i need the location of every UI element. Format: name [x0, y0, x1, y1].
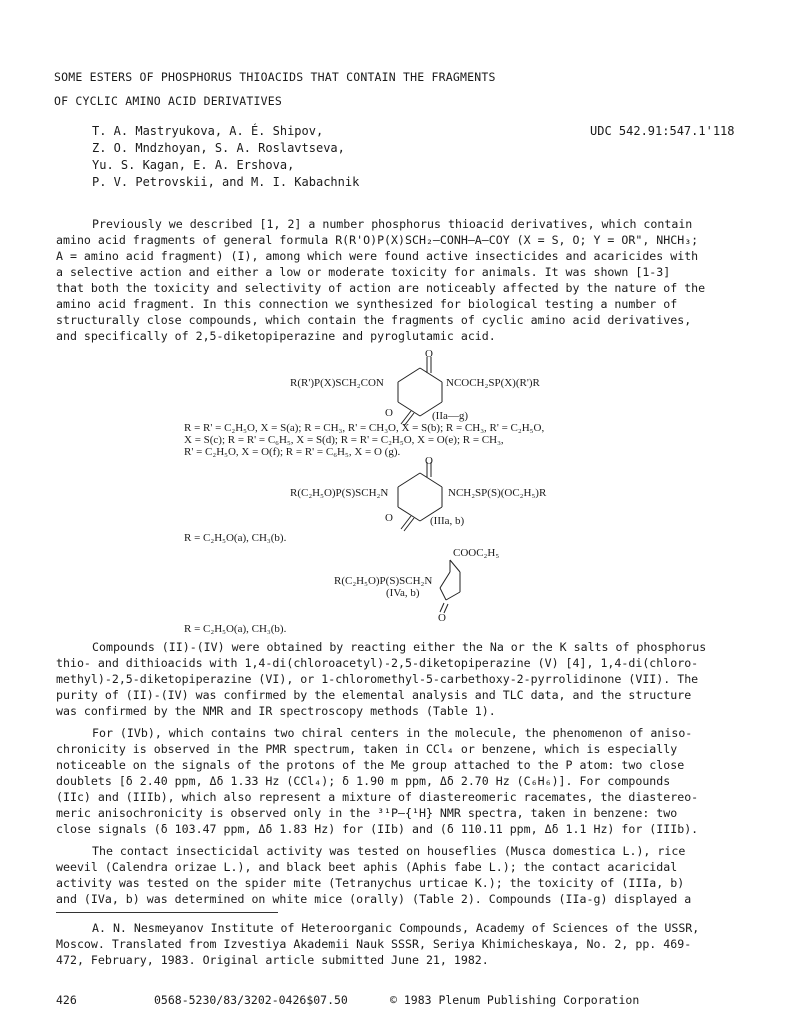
- text-line: a selective action and either a low or moderate toxicity for animals. It was shown [1-3]: [56, 265, 671, 279]
- text-line: (IIc) and (IIIb), which also represent a mixture of diastereomeric racemates, the diastereo-: [56, 790, 699, 804]
- substituent-definitions: R = C₂H₅O(a), CH₃(b).: [184, 532, 287, 544]
- text-line: The contact insecticidal activity was tested on houseflies (Musca domestica L.), rice: [92, 844, 686, 858]
- substituent-definitions: R' = C₂H₅O, X = O(f); R = R' = C₆H₅, X = O (g).: [184, 446, 401, 458]
- paper-title-line-1: SOME ESTERS OF PHOSPHORUS THIOACIDS THAT CONTAIN THE FRAGMENTS: [54, 70, 496, 84]
- footnote-divider: [56, 912, 278, 913]
- paper-title-line-2: OF CYCLIC AMINO ACID DERIVATIVES: [54, 94, 282, 108]
- text-line: structurally close compounds, which contain the fragments of cyclic amino acid derivatives,: [56, 313, 692, 327]
- text-line: A = amino acid fragment) (I), among which were found active insecticides and acaricides with: [56, 249, 699, 263]
- text-line: and (IVa, b) was determined on white mice (orally) (Table 2). Compounds (IIa-g) displayed a: [56, 892, 692, 906]
- text-line: doublets [δ 2.40 ppm, Δδ 1.33 Hz (CCl₄); δ 1.90 m ppm, Δδ 2.70 Hz (C₆H₆)]. For compounds: [56, 774, 671, 788]
- pyrrolidinone-ring-IV: [440, 560, 460, 613]
- structure-left-group: R(R')P(X)SCH₂CON: [290, 377, 384, 389]
- footnote-line: Moscow. Translated from Izvestiya Akademii Nauk SSSR, Seriya Khimicheskaya, No. 2, pp. 469-: [56, 937, 692, 951]
- text-line: meric anisochronicity is observed only in the ³¹P—{¹H} NMR spectra, taken in benzene: two: [56, 806, 678, 820]
- text-line: purity of (II)-(IV) was confirmed by the elemental analysis and TLC data, and the structure: [56, 688, 692, 702]
- author-line-4: P. V. Petrovskii, and M. I. Kabachnik: [92, 175, 360, 189]
- structure-left-group: R(C₂H₅O)P(S)SCH₂N: [334, 575, 433, 587]
- carbonyl-oxygen-top: O: [425, 348, 433, 360]
- text-line: weevil (Calendra orizae L.), and black beet aphis (Aphis fabe L.); the contact acaricidal: [56, 860, 678, 874]
- substituent-definitions: R = R' = C₂H₅O, X = S(a); R = CH₃, R' = CH₃O, X = S(b); R = CH₃, R' = C₂H₅O,: [184, 422, 545, 434]
- author-line-2: Z. O. Mndzhoyan, S. A. Roslavtseva,: [92, 141, 345, 155]
- text-line: chronicity is observed in the PMR spectrum, taken in CCl₄ or benzene, which is especially: [56, 742, 678, 756]
- structure-label: (IIIa, b): [430, 515, 465, 527]
- text-line: was confirmed by the NMR and IR spectroscopy methods (Table 1).: [56, 704, 496, 718]
- text-line: amino acid fragments of general formula R(R'O)P(X)SCH₂—CONH—A—COY (X = S, O; Y = OR", NHCH₃;: [56, 233, 699, 247]
- substituent-definitions: X = S(c); R = R' = C₆H₅, X = S(d); R = R' = C₂H₅O, X = O(e); R = CH₃,: [184, 434, 504, 446]
- footnote-line: 472, February, 1983. Original article submitted June 21, 1982.: [56, 953, 489, 967]
- structure-left-group: R(C₂H₅O)P(S)SCH₂N: [290, 487, 389, 499]
- author-line-1: T. A. Mastryukova, A. É. Shipov,: [92, 124, 324, 138]
- text-line: activity was tested on the spider mite (Tetranychus urticae K.); the toxicity of (IIIa, b): [56, 876, 685, 890]
- text-line: close signals (δ 103.47 ppm, Δδ 1.83 Hz) for (IIb) and (δ 110.11 ppm, Δδ 1.1 Hz) for (IIIb).: [56, 822, 699, 836]
- copyright-notice: © 1983 Plenum Publishing Corporation: [390, 993, 640, 1007]
- page-number: 426: [56, 993, 77, 1007]
- ester-group: COOC₂H₅: [453, 547, 500, 559]
- text-line: thio- and dithioacids with 1,4-di(chloroacetyl)-2,5-diketopiperazine (V) [4], 1,4-di(chloro-: [56, 656, 699, 670]
- text-line: that both the toxicity and selectivity of action are noticeably affected by the nature of the: [56, 281, 706, 295]
- text-line: noticeable on the signals of the protons of the Me group attached to the P atom: two close: [56, 758, 685, 772]
- text-line: and specifically of 2,5-diketopiperazine and pyroglutamic acid.: [56, 329, 496, 343]
- udc-code: UDC 542.91:547.1'118: [590, 124, 735, 138]
- text-line: Previously we described [1, 2] a number phosphorus thioacid derivatives, which contain: [92, 217, 693, 231]
- text-line: For (IVb), which contains two chiral centers in the molecule, the phenomenon of aniso-: [92, 726, 693, 740]
- author-line-3: Yu. S. Kagan, E. A. Ershova,: [92, 158, 295, 172]
- footnote-line: A. N. Nesmeyanov Institute of Heteroorganic Compounds, Academy of Sciences of the USSR,: [92, 921, 700, 935]
- text-line: Compounds (II)-(IV) were obtained by reacting either the Na or the K salts of phosphorus: [92, 640, 707, 654]
- structure-label: (IIa—g): [432, 410, 469, 422]
- substituent-definitions: R = C₂H₅O(a), CH₃(b).: [184, 623, 287, 635]
- text-line: methyl)-2,5-diketopiperazine (VI), or 1-chloromethyl-5-carbethoxy-2-pyrrolidinone (VII). The: [56, 672, 699, 686]
- carbonyl-oxygen-bottom: O: [385, 407, 393, 419]
- structure-label: (IVa, b): [386, 587, 420, 599]
- carbonyl-oxygen-bottom: O: [385, 512, 393, 524]
- carbonyl-oxygen-top: O: [425, 455, 433, 467]
- structure-right-group: NCH₂SP(S)(OC₂H₅)R: [448, 487, 547, 499]
- carbonyl-oxygen-bottom: O: [438, 612, 446, 624]
- article-code: 0568-5230/83/3202-0426$07.50: [154, 993, 348, 1007]
- text-line: amino acid fragment. In this connection we synthesized for biological testing a number of: [56, 297, 678, 311]
- structure-right-group: NCOCH₂SP(X)(R')R: [446, 377, 540, 389]
